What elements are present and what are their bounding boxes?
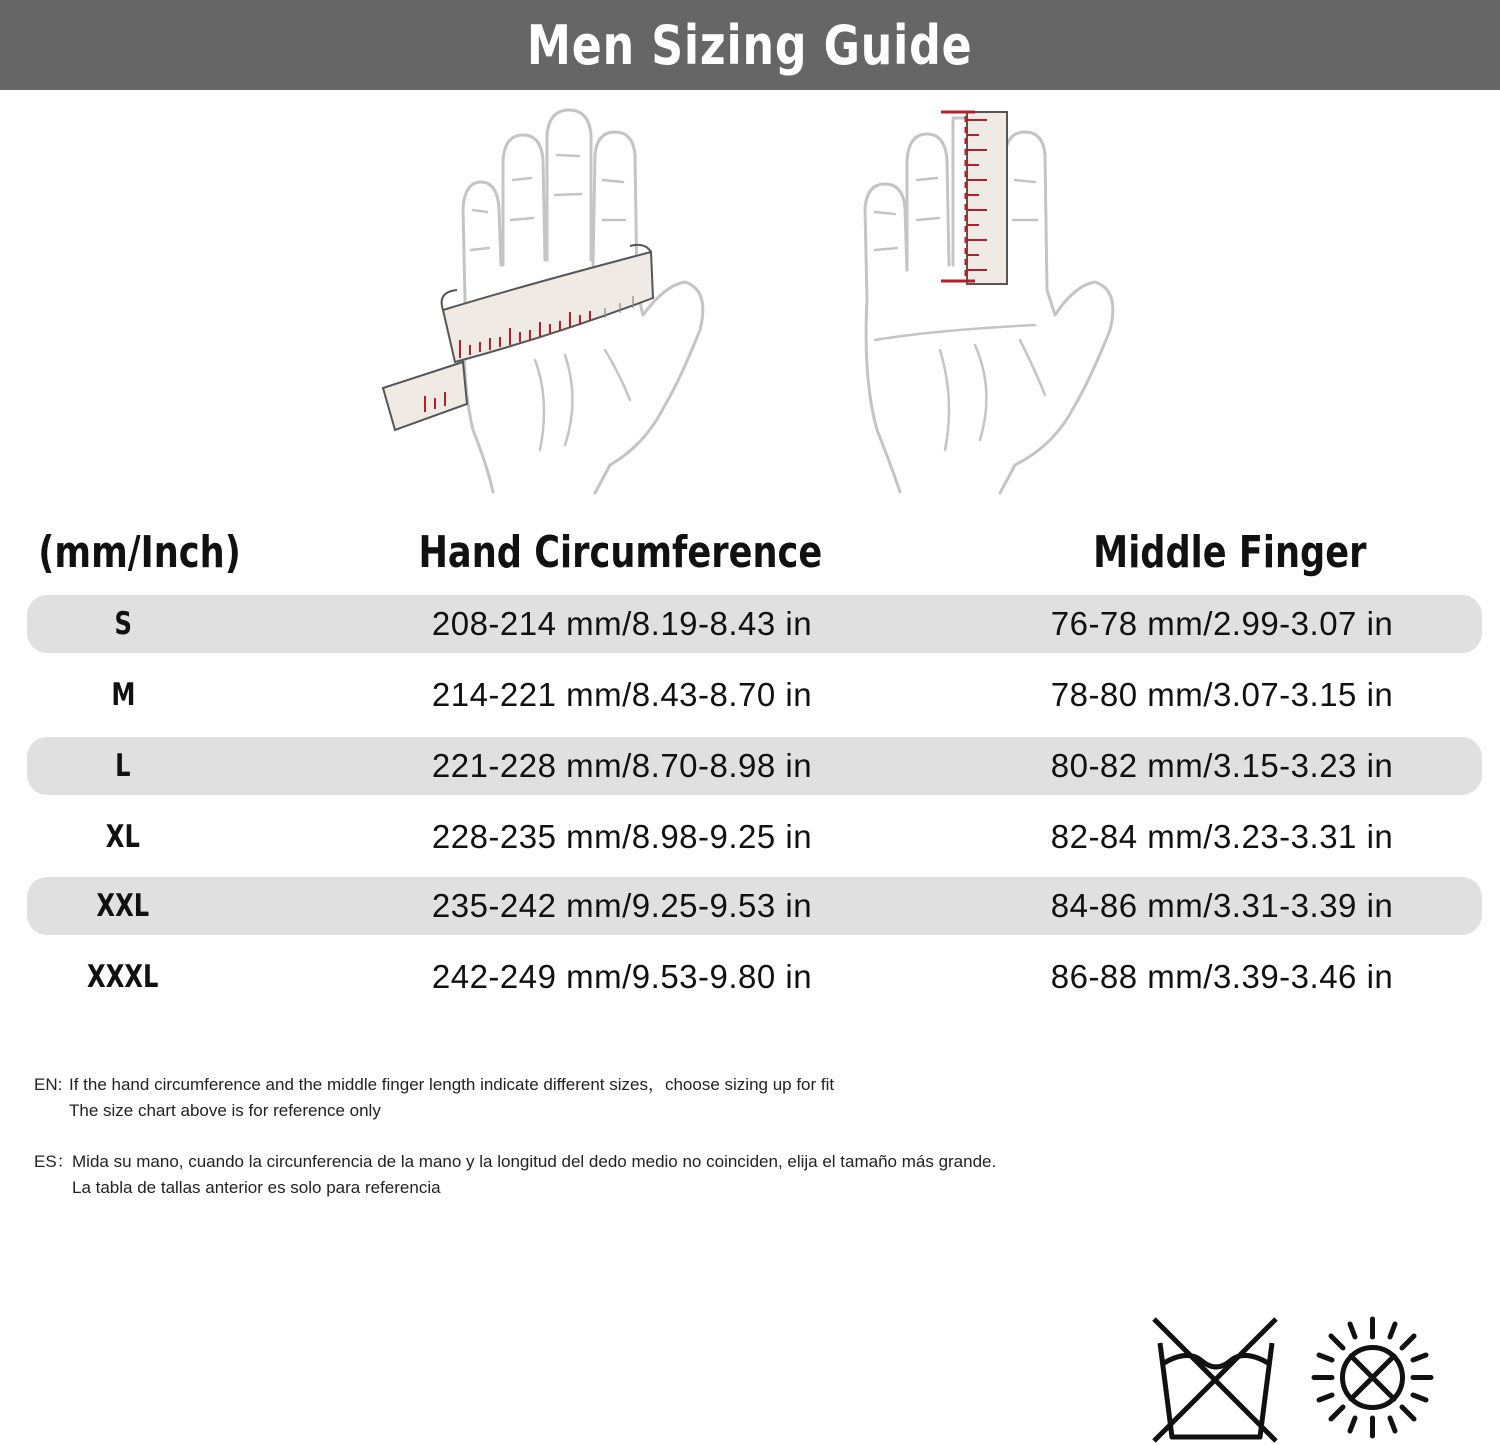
middle-finger-cell: 84-86 mm/3.31-3.39 in — [1050, 887, 1394, 924]
note-en-line2: The size chart above is for reference only — [69, 1101, 381, 1120]
size-label: L — [115, 748, 131, 784]
hand-circumference-cell: 228-235 mm/8.98-9.25 in — [431, 818, 813, 855]
do-not-wash-icon — [1150, 1315, 1280, 1445]
no-sun-dry-icon — [1310, 1315, 1435, 1440]
hand-measuring-tape-icon — [375, 100, 725, 500]
hand-circumference-cell: 208-214 mm/8.19-8.43 in — [431, 605, 813, 642]
hand-circumference-cell: 214-221 mm/8.43-8.70 in — [431, 676, 813, 713]
note-english — [34, 1072, 834, 1124]
middle-finger-cell: 78-80 mm/3.07-3.15 in — [1050, 676, 1394, 713]
column-header-hand-label: Hand Circumference — [418, 526, 822, 578]
column-header-middle-finger — [1000, 524, 1460, 580]
size-cell — [27, 595, 219, 653]
note-en-line1: If the hand circumference and the middle finger length indicate different sizes，choose sizing up for fit — [69, 1075, 835, 1094]
size-label: S — [114, 606, 132, 642]
header-banner — [0, 0, 1500, 90]
middle-finger-cell: 86-88 mm/3.39-3.46 in — [1050, 958, 1394, 995]
table-row-m — [27, 666, 1482, 724]
table-row-xxxl — [27, 948, 1482, 1006]
table-row-xl — [27, 808, 1482, 866]
column-header-hand-circumference — [380, 524, 860, 580]
size-cell — [27, 877, 219, 935]
size-cell — [27, 666, 219, 724]
size-cell — [27, 808, 219, 866]
size-label: XXL — [96, 888, 150, 924]
note-spanish — [34, 1149, 996, 1201]
note-es-line2: La tabla de tallas anterior es solo para referencia — [72, 1178, 441, 1197]
hand-circumference-cell: 242-249 mm/9.53-9.80 in — [431, 958, 813, 995]
hand-circumference-cell: 221-228 mm/8.70-8.98 in — [431, 747, 813, 784]
note-es-line1: Mida su mano, cuando la circunferencia de la mano y la longitud del dedo medio no coinciden, elija el tamaño más grande. — [72, 1152, 997, 1171]
middle-finger-cell: 80-82 mm/3.15-3.23 in — [1050, 747, 1394, 784]
size-label: XL — [105, 819, 141, 855]
size-label: XXXL — [87, 959, 159, 995]
size-cell — [27, 737, 219, 795]
middle-finger-cell: 82-84 mm/3.23-3.31 in — [1050, 818, 1394, 855]
table-row-xxl — [27, 877, 1482, 935]
column-header-unit-label: (mm/Inch) — [38, 526, 242, 578]
table-row-s — [27, 595, 1482, 653]
size-label: M — [110, 677, 136, 713]
note-es-label: ES： — [34, 1152, 74, 1171]
note-en-label: EN: — [34, 1075, 63, 1094]
table-row-l — [27, 737, 1482, 795]
column-header-unit — [20, 524, 260, 580]
column-header-finger-label: Middle Finger — [1093, 526, 1367, 578]
page-title: Men Sizing Guide — [527, 13, 973, 77]
hand-circumference-cell: 235-242 mm/9.25-9.53 in — [431, 887, 813, 924]
hand-finger-ruler-icon — [855, 100, 1130, 500]
middle-finger-cell: 76-78 mm/2.99-3.07 in — [1050, 605, 1394, 642]
size-cell — [27, 948, 219, 1006]
